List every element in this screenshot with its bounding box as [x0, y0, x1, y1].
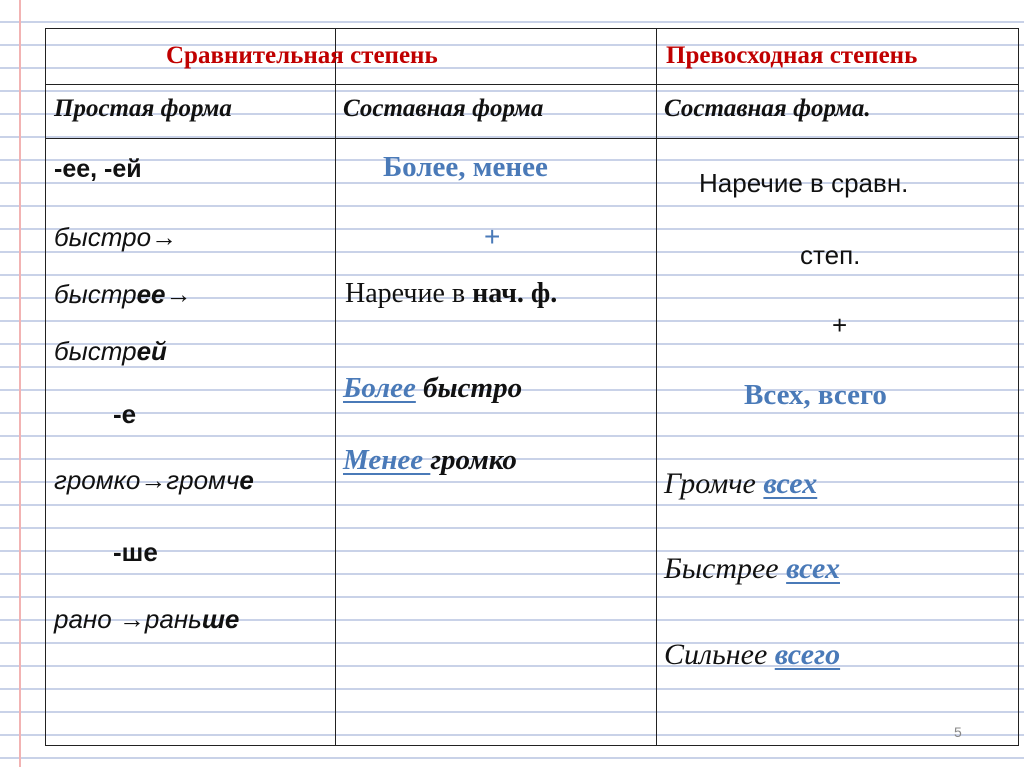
row-divider-1 [46, 84, 1018, 85]
example-menee-gromko [343, 444, 517, 477]
header-comparative: Сравнительная степень [166, 42, 438, 69]
example-bolee-word: Более [343, 372, 416, 404]
example-bystro: быстро→ [54, 222, 178, 252]
example-bystree-stem: быстр [54, 279, 137, 309]
suffix-e: -е [113, 399, 137, 429]
example-bystrei-stem: быстр [54, 336, 137, 366]
plus-sign-compound: + [484, 221, 501, 252]
example-ranshe-stem: рано →рань [54, 604, 202, 634]
bolee-menee: Более, менее [383, 151, 548, 183]
example-bystrei [54, 336, 167, 367]
narechie-sravn-line1: Наречие в сравн. [699, 168, 909, 198]
nach-f-text: нач. ф. [472, 278, 558, 309]
example-gromche-stem: громко→громч [54, 465, 240, 495]
example-bolee-bystro [343, 372, 522, 405]
example-gromche [54, 465, 254, 496]
example-gromche-ending: е [239, 465, 254, 495]
example-bystree-ending: ее→ [136, 279, 192, 309]
column-divider-1 [335, 29, 336, 745]
example-ranshe-ending: ше [201, 604, 240, 634]
narechie-sravn-line2: степ. [800, 240, 861, 270]
column-divider-2 [656, 29, 657, 745]
suffix-ee-ei: -ее, -ей [54, 155, 142, 183]
subheader-compound-form: Составная форма [343, 95, 544, 122]
example-bolee-rest: быстро [415, 372, 523, 404]
vseh-vsego: Всех, всего [744, 379, 887, 411]
narechie-text: Наречие в [345, 278, 473, 309]
example-menee-word: Менее [343, 444, 431, 476]
narechie-nach-form [345, 278, 557, 310]
subheader-simple-form: Простая форма [54, 95, 232, 122]
row-divider-2 [46, 138, 1018, 139]
example-menee-rest: громко [430, 444, 517, 476]
example-bystree-word: Быстрее [664, 552, 787, 585]
example-bystree-vseh [664, 552, 840, 586]
example-gromche-word: Громче [664, 467, 764, 500]
example-gromche-vseh [664, 467, 817, 501]
example-vsego-link: всего [774, 638, 841, 671]
example-vseh-link-1: всех [763, 467, 818, 500]
suffix-she: -ше [113, 537, 158, 567]
plus-sign-superlative: + [832, 310, 848, 340]
example-vseh-link-2: всех [786, 552, 840, 585]
example-ranshe [54, 604, 239, 635]
page-number: 5 [954, 724, 962, 740]
header-superlative: Превосходная степень [666, 42, 918, 69]
example-bystree [54, 279, 192, 310]
example-silnee-word: Сильнее [664, 638, 775, 671]
subheader-compound-form-superlative: Составная форма. [664, 95, 871, 122]
comparison-table [45, 28, 1019, 746]
example-bystrei-ending: ей [136, 336, 167, 366]
example-silnee-vsego [664, 638, 840, 672]
